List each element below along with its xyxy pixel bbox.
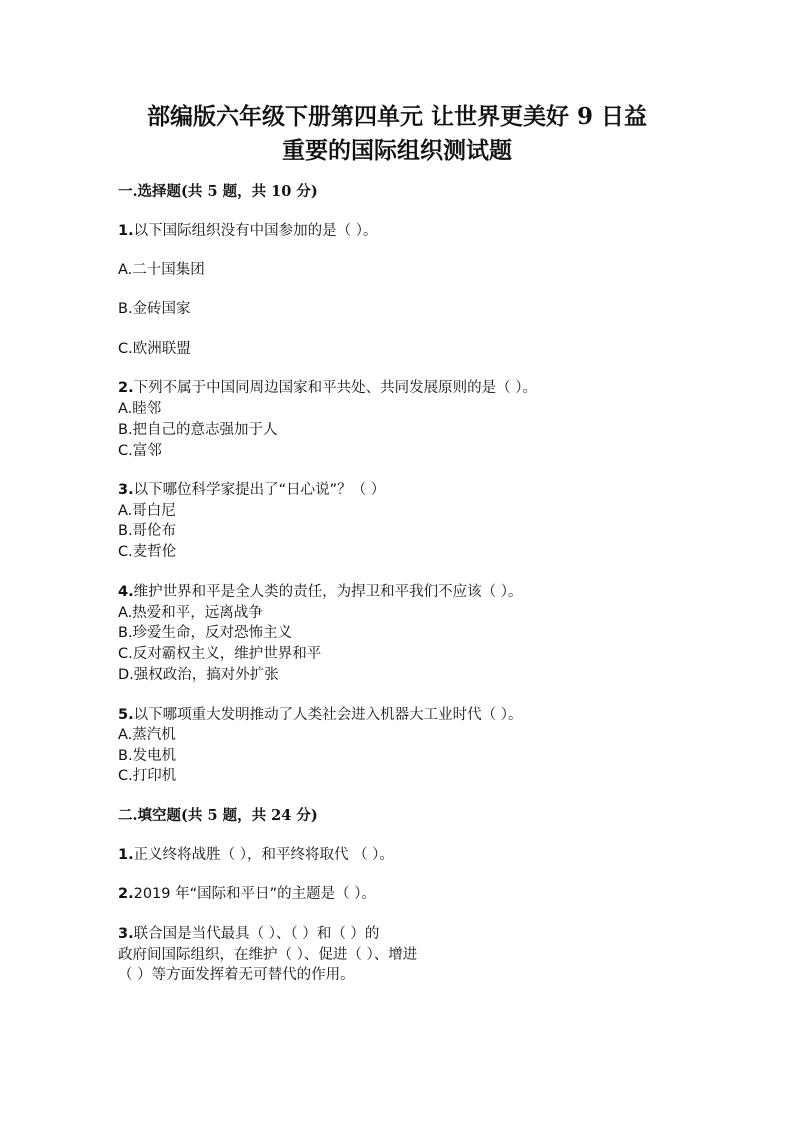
- option-3c: C.麦哲伦: [118, 544, 177, 560]
- question-3: [118, 478, 385, 499]
- question-number: 3.: [118, 482, 134, 498]
- option-4c: C.反对霸权主义，维护世界和平: [118, 646, 322, 662]
- question-text: 以下哪位科学家提出了“日心说”？（ ）: [133, 482, 386, 498]
- question-text: 2019 年“国际和平日”的主题是（ ）。: [133, 886, 377, 902]
- option-5b: B.发电机: [118, 748, 177, 764]
- document-title-line-1: 部编版六年级下册第四单元 让世界更美好 9 日益: [146, 103, 648, 130]
- question-text: 以下国际组织没有中国参加的是（ ）。: [133, 223, 378, 239]
- option-3b: B.哥伦布: [118, 523, 177, 539]
- question-number: 3.: [118, 926, 134, 942]
- question-text: 联合国是当代最具（ ）、（ ）和（ ）的: [133, 926, 380, 942]
- question-1: [118, 219, 377, 240]
- option-1c: C.欧洲联盟: [118, 341, 191, 357]
- section-header-fill-in-blank: 二.填空题(共 5 题，共 24 分): [118, 807, 318, 824]
- question-number: 5.: [118, 707, 134, 723]
- option-4a: A.热爱和平，远离战争: [118, 605, 263, 621]
- question-number: 1.: [118, 223, 134, 239]
- option-1b: B.金砖国家: [118, 301, 191, 317]
- question-number: 1.: [118, 847, 134, 863]
- question-number: 2.: [118, 886, 134, 902]
- question-text: 下列不属于中国同周边国家和平共处、共同发展原则的是（ ）。: [133, 380, 537, 396]
- question-number: 2.: [118, 380, 134, 396]
- option-2a: A.睦邻: [118, 401, 162, 417]
- section-header-multiple-choice: 一.选择题(共 5 题，共 10 分): [118, 183, 318, 200]
- option-5c: C.打印机: [118, 768, 177, 784]
- question-text: 维护世界和平是全人类的责任，为捍卫和平我们不应该（ ）。: [133, 584, 523, 600]
- option-2b: B.把自己的意志强加于人: [118, 422, 278, 438]
- option-4d: D.强权政治，搞对外扩张: [118, 667, 279, 683]
- question-text: 正义终将战胜（ ），和平终将取代 （ ）。: [133, 847, 394, 863]
- question-2: [118, 376, 537, 397]
- document-title-line-2: 重要的国际组织测试题: [282, 137, 512, 164]
- option-4b: B.珍爱生命，反对恐怖主义: [118, 625, 293, 641]
- fill-question-3-line-2: 政府间国际组织，在维护（ ）、促进（ ）、增进: [118, 947, 418, 963]
- question-number: 4.: [118, 584, 134, 600]
- option-5a: A.蒸汽机: [118, 727, 176, 743]
- fill-question-3: [118, 922, 379, 943]
- fill-question-3-line-3: （ ）等方面发挥着无可替代的作用。: [118, 967, 355, 983]
- option-3a: A.哥白尼: [118, 503, 176, 519]
- question-4: [118, 580, 522, 601]
- question-text: 以下哪项重大发明推动了人类社会进入机器大工业时代（ ）。: [133, 707, 523, 723]
- fill-question-2: [118, 882, 376, 903]
- option-1a: A.二十国集团: [118, 262, 205, 278]
- question-5: [118, 703, 522, 724]
- option-2c: C.富邻: [118, 443, 162, 459]
- fill-question-1: [118, 843, 394, 864]
